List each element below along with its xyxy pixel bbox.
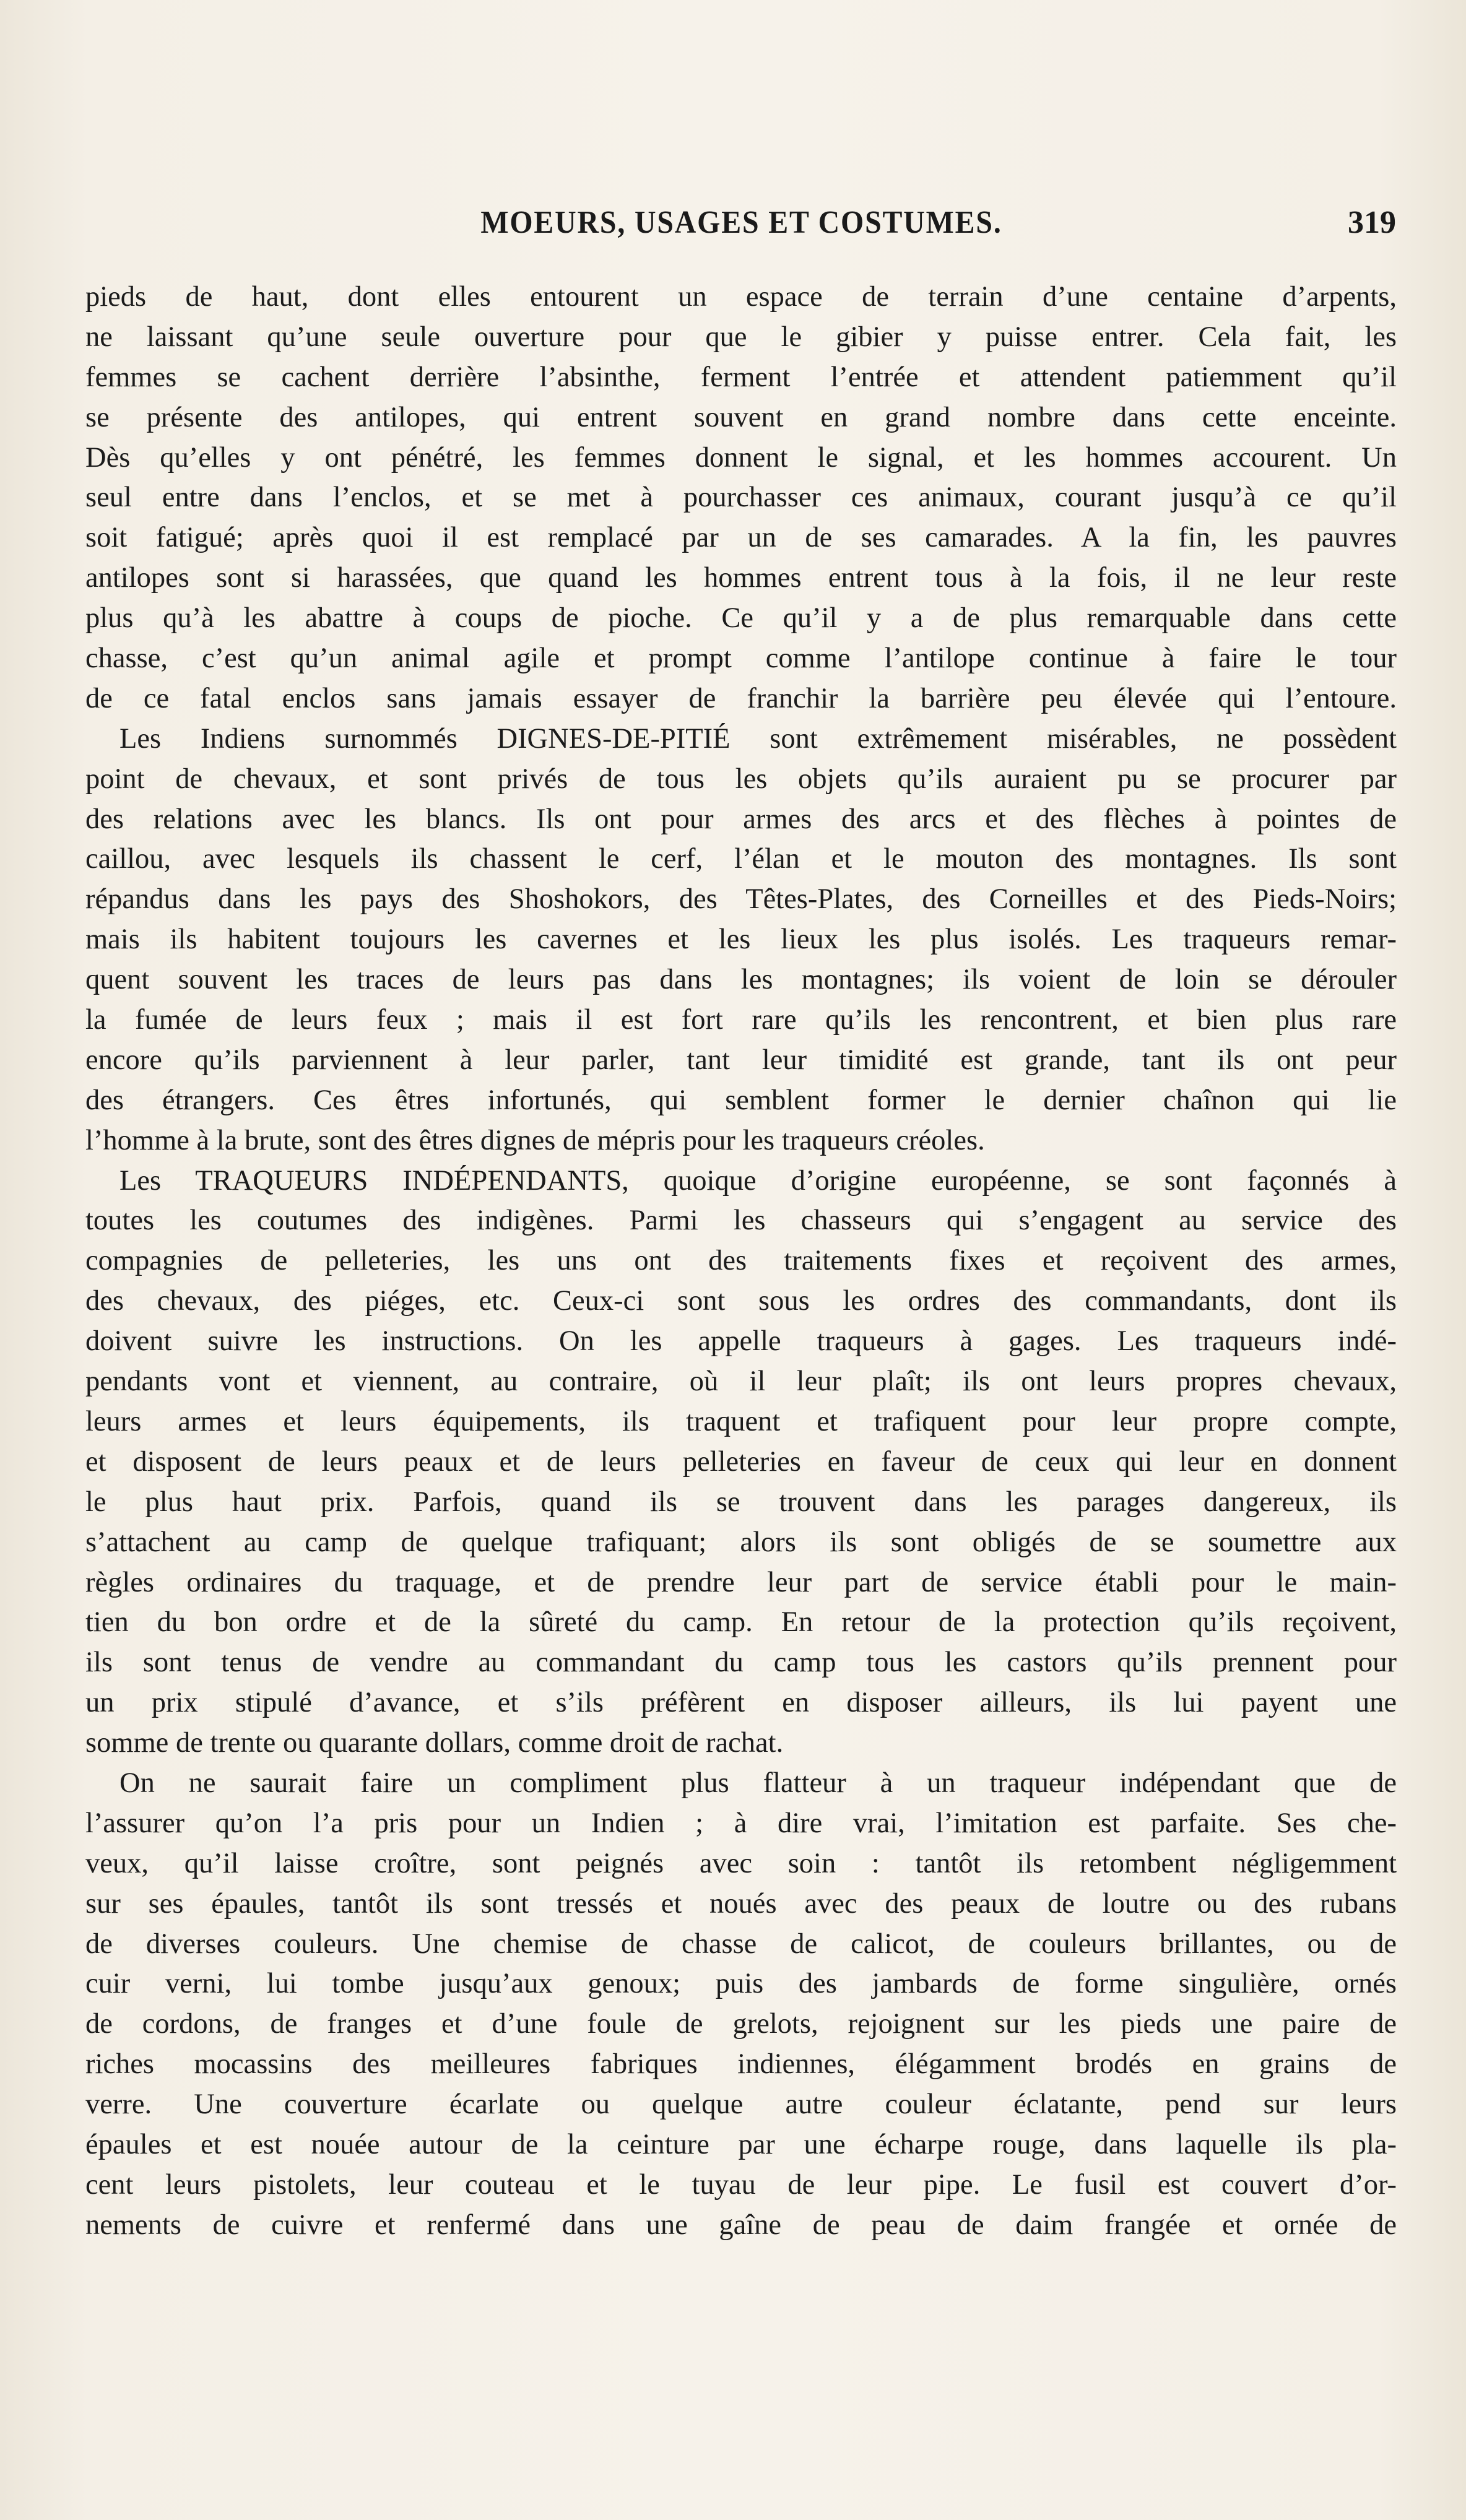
text-line: femmes se cachent derrière l’absinthe, ferment l’entrée et attendent patiemment qu’il	[85, 361, 1397, 393]
text-line: verre. Une couverture écarlate ou quelque autre couleur éclatante, pend sur leurs	[85, 2089, 1397, 2121]
text-line: s’attachent au camp de quelque trafiquant; alors ils sont obligés de se soumettre aux	[85, 1526, 1397, 1558]
text-line: Dès qu’elles y ont pénétré, les femmes donnent le signal, et les hommes accourent. Un	[85, 441, 1397, 474]
paragraph	[85, 1764, 1397, 2246]
text-line: antilopes sont si harassées, que quand les hommes entrent tous à la fois, il ne leur reste	[85, 562, 1397, 594]
text-line: Les Indiens surnommés DIGNES-DE-PITIÉ sont extrêmement misérables, ne possèdent	[119, 722, 1397, 755]
text-line: cent leurs pistolets, leur couteau et le tuyau de leur pipe. Le fusil est couvert d’or-	[85, 2168, 1397, 2201]
text-line: un prix stipulé d’avance, et s’ils préfèrent en disposer ailleurs, ils lui payent une	[85, 1687, 1397, 1719]
text-line: ils sont tenus de vendre au commandant du camp tous les castors qu’ils prennent pour	[85, 1647, 1397, 1679]
text-line: chasse, c’est qu’un animal agile et prompt comme l’antilope continue à faire le tour	[85, 643, 1397, 675]
text-line: et disposent de leurs peaux et de leurs pelleteries en faveur de ceux qui leur en donnent	[85, 1445, 1397, 1478]
text-line: épaules et est nouée autour de la ceinture par une écharpe rouge, dans laquelle ils pla-	[85, 2128, 1397, 2160]
page-number: 319	[1348, 205, 1396, 240]
text-line: compagnies de pelleteries, les uns ont des traitements fixes et reçoivent des armes,	[85, 1245, 1397, 1277]
text-line: encore qu’ils parviennent à leur parler, tant leur timidité est grande, tant ils ont peur	[85, 1044, 1397, 1076]
text-line: des relations avec les blancs. Ils ont pour armes des arcs et des flèches à pointes de	[85, 803, 1397, 835]
text-line: règles ordinaires du traquage, et de prendre leur part de service établi pour le main-	[85, 1566, 1397, 1598]
text-line: point de chevaux, et sont privés de tous les objets qu’ils auraient pu se procurer par	[85, 763, 1397, 795]
text-line: de diverses couleurs. Une chemise de chasse de calicot, de couleurs brillantes, ou de	[85, 1928, 1397, 1960]
text-line: toutes les coutumes des indigènes. Parmi les chasseurs qui s’engagent au service des	[85, 1205, 1397, 1237]
paragraph	[85, 719, 1397, 1161]
text-line: de ce fatal enclos sans jamais essayer de franchir la barrière peu élevée qui l’entoure.	[85, 682, 1397, 714]
text-line: mais ils habitent toujours les cavernes et les lieux les plus isolés. Les traqueurs remar-	[85, 924, 1397, 956]
text-line: se présente des antilopes, qui entrent souvent en grand nombre dans cette enceinte.	[85, 401, 1397, 433]
text-line: sur ses épaules, tantôt ils sont tressés et noués avec des peaux de loutre ou des rubans	[85, 1887, 1397, 1920]
text-line: la fumée de leurs feux ; mais il est fort rare qu’ils les rencontrent, et bien plus rare	[85, 1004, 1397, 1036]
text-line: riches mocassins des meilleures fabriques indiennes, élégamment brodés en grains de	[85, 2048, 1397, 2081]
text-line: des chevaux, des piéges, etc. Ceux-ci sont sous les ordres des commandants, dont ils	[85, 1285, 1397, 1317]
text-line: l’homme à la brute, sont des êtres dignes de mépris pour les traqueurs créoles.	[85, 1124, 985, 1156]
text-line: pendants vont et viennent, au contraire, où il leur plaît; ils ont leurs propres chevaux,	[85, 1366, 1397, 1398]
text-line: cuir verni, lui tombe jusqu’aux genoux; puis des jambards de forme singulière, ornés	[85, 1968, 1397, 2000]
text-line: doivent suivre les instructions. On les appelle traqueurs à gages. Les traqueurs indé-	[85, 1325, 1397, 1357]
text-line: pieds de haut, dont elles entourent un espace de terrain d’une centaine d’arpents,	[85, 281, 1397, 313]
text-line: caillou, avec lesquels ils chassent le cerf, l’élan et le mouton des montagnes. Ils sont	[85, 843, 1397, 875]
text-line: des étrangers. Ces êtres infortunés, qui semblent former le dernier chaînon qui lie	[85, 1084, 1397, 1116]
paragraph	[85, 277, 1397, 719]
text-line: répandus dans les pays des Shoshokors, des Têtes-Plates, des Corneilles et des Pieds-Noirs;	[85, 883, 1397, 916]
text-line: soit fatigué; après quoi il est remplacé par un de ses camarades. A la fin, les pauvres	[85, 522, 1397, 554]
text-line: nements de cuivre et renfermé dans une gaîne de peau de daim frangée et ornée de	[85, 2209, 1397, 2241]
text-line: seul entre dans l’enclos, et se met à pourchasser ces animaux, courant jusqu’à ce qu’il	[85, 482, 1397, 514]
text-line: On ne saurait faire un compliment plus flatteur à un traqueur indépendant que de	[119, 1767, 1397, 1799]
page-header	[87, 204, 1396, 254]
text-line: leurs armes et leurs équipements, ils traquent et trafiquent pour leur propre compte,	[85, 1405, 1397, 1437]
text-line: tien du bon ordre et de la sûreté du camp. En retour de la protection qu’ils reçoivent,	[85, 1606, 1397, 1639]
text-line: veux, qu’il laisse croître, sont peignés avec soin : tantôt ils retombent négligemment	[85, 1847, 1397, 1879]
body-text	[85, 277, 1397, 2246]
text-line: plus qu’à les abattre à coups de pioche. Ce qu’il y a de plus remarquable dans cette	[85, 602, 1397, 634]
text-line: Les TRAQUEURS INDÉPENDANTS, quoique d’origine européenne, se sont façonnés à	[119, 1164, 1397, 1197]
text-line: ne laissant qu’une seule ouverture pour que le gibier y puisse entrer. Cela fait, les	[85, 321, 1397, 353]
text-line: le plus haut prix. Parfois, quand ils se trouvent dans les parages dangereux, ils	[85, 1486, 1397, 1518]
paragraph	[85, 1161, 1397, 1764]
text-line: l’assurer qu’on l’a pris pour un Indien ; à dire vrai, l’imitation est parfaite. Ses che-	[85, 1807, 1397, 1839]
running-title: MOEURS, USAGES ET COSTUMES.	[480, 205, 1002, 240]
text-line: quent souvent les traces de leurs pas dans les montagnes; ils voient de loin se dérouler	[85, 964, 1397, 996]
text-line: de cordons, de franges et d’une foule de grelots, rejoignent sur les pieds une paire de	[85, 2008, 1397, 2040]
text-line: somme de trente ou quarante dollars, comme droit de rachat.	[85, 1727, 784, 1759]
